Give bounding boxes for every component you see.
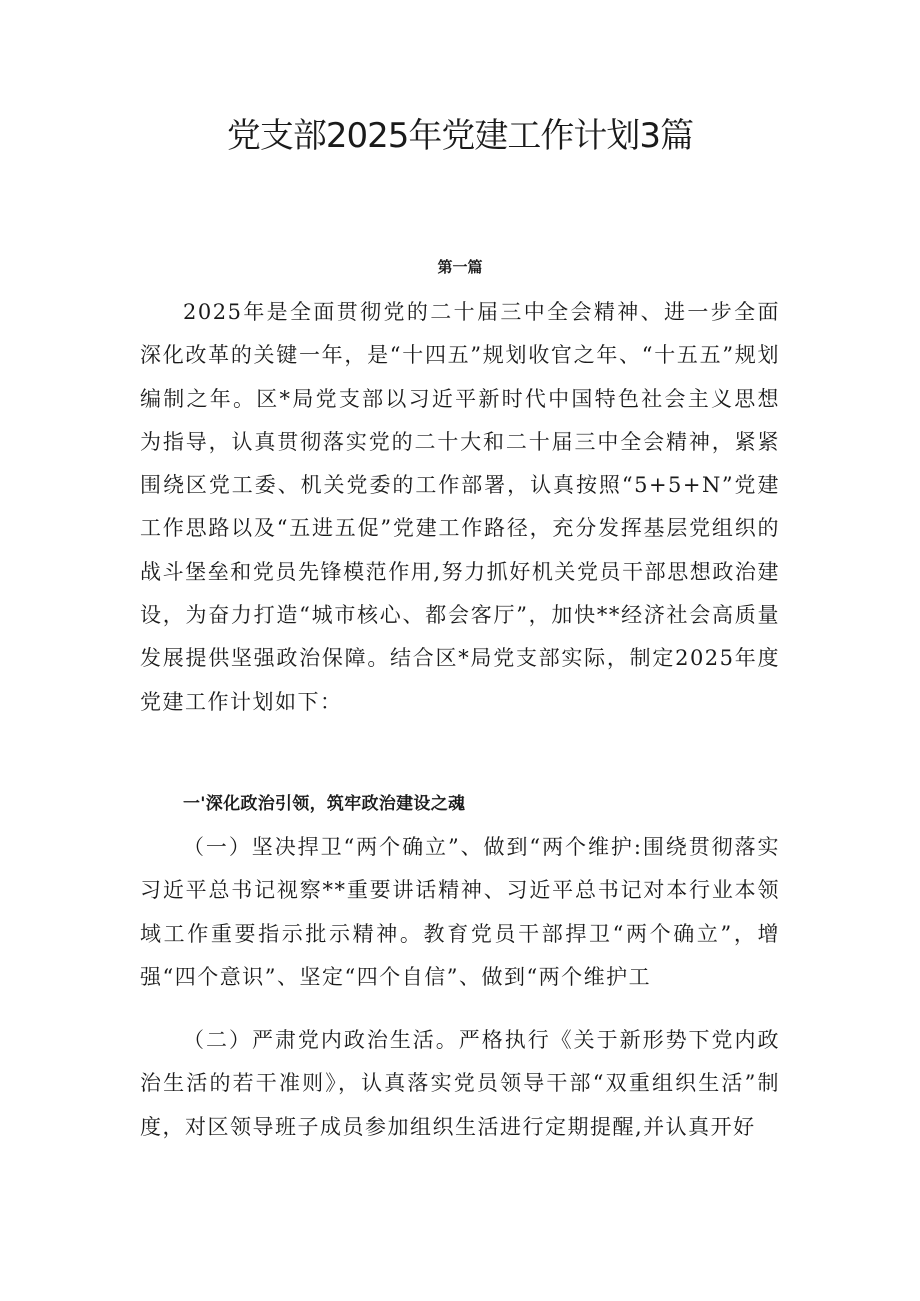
section-label: 第一篇: [437, 258, 483, 276]
paragraph-item-1: （一）坚决捍卫“两个确立”、做到“两个维护:围绕贯彻落实习近平总书记视察**重要讲话精神、习近平总书记对本行业本领域工作重要指示批示精神。教育党员干部捍卫“两个确立”，增强“四个意识”、坚定“四个自信”、做到“两个维护工: [140, 835, 780, 989]
section-heading-1: 一'深化政治引领，筑牢政治建设之魂: [183, 794, 466, 814]
intro-paragraph: 2025年是全面贯彻党的二十届三中全会精神、进一步全面深化改革的关键一年，是“十四五”规划收官之年、“十五五”规划编制之年。区*局党支部以习近平新时代中国特色社会主义思想为指导，认真贯彻落实党的二十大和二十届三中全会精神，紧紧围绕区党工委、机关党委的工作部署，认真按照“5+5+N”党建工作思路以及“五进五促”党建工作路径，充分发挥基层党组织的战斗堡垒和党员先锋模范作用,努力抓好机关党员干部思想政治建设，为奋力打造“城市核心、都会客厅”，加快**经济社会高质量发展提供坚强政治保障。结合区*局党支部实际，制定2025年度党建工作计划如下：: [140, 300, 780, 714]
document-title: 党支部2025年党建工作计划3篇: [226, 116, 694, 156]
paragraph-item-2: （二）严肃党内政治生活。严格执行《关于新形势下党内政治生活的若干准则》，认真落实党员领导干部“双重组织生活”制度，对区领导班子成员参加组织生活进行定期提醒,并认真开好: [140, 1028, 780, 1139]
